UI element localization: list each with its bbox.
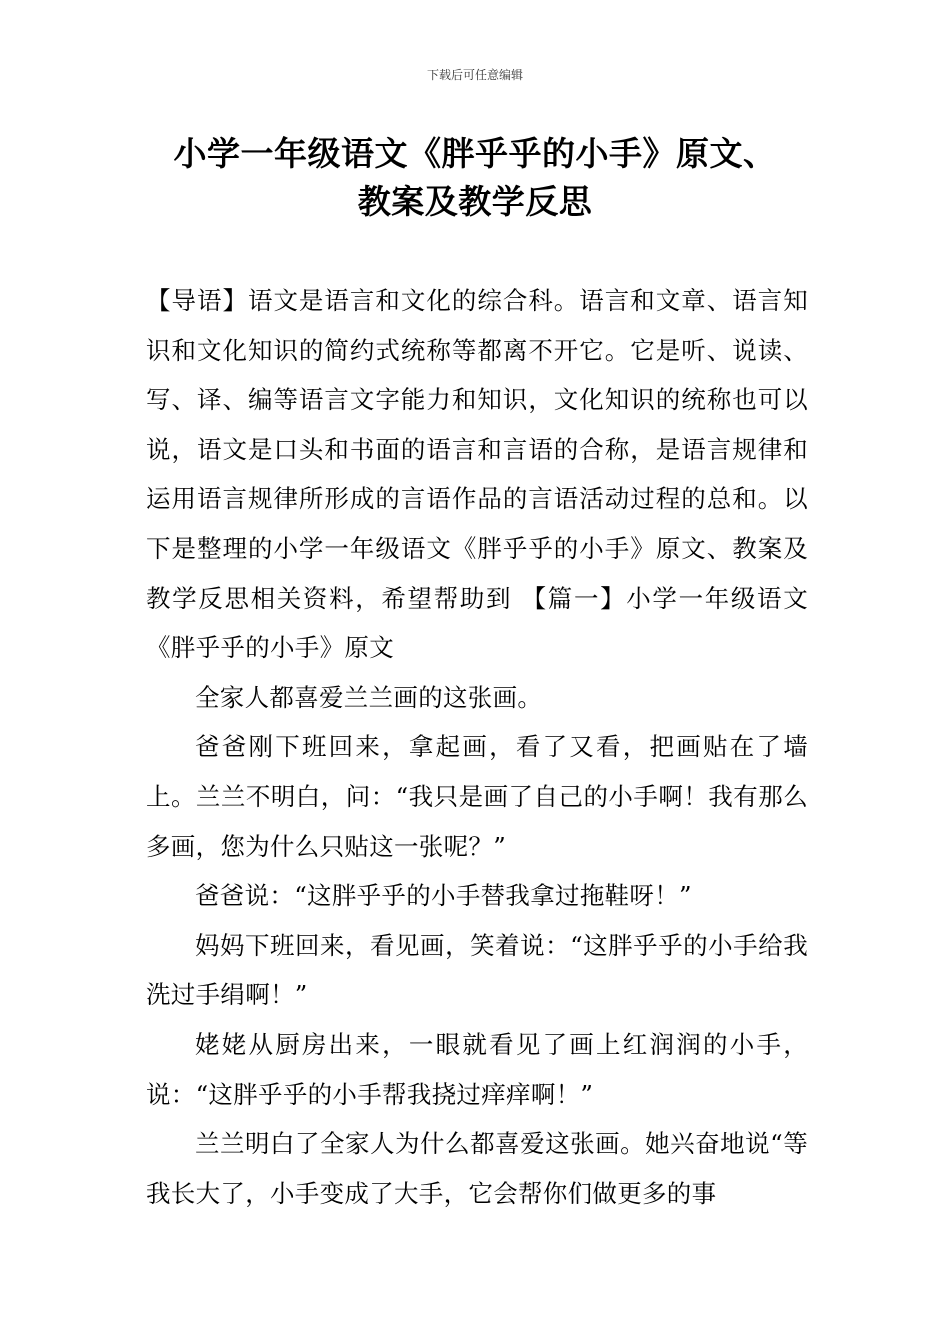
intro-paragraph: 【导语】语文是语言和文化的综合科。语言和文章、语言知识和文化知识的简约式统称等都离不开它。它是听、说读、写、译、编等语言文字能力和知识，文化知识的统称也可以说，语文是口头和书面的语言和言语的合称，是语言规律和运用语言规律所形成的言语作品的言语活动过程的总和。以下是整理的小学一年级语文《胖乎乎的小手》原文、教案及教学反思相关资料，希望帮助到 【篇一】小学一年级语文《胖乎乎的小手》原文 [146, 286, 808, 663]
story-paragraph: 妈妈下班回来，看见画，笑着说：“这胖乎乎的小手给我洗过手绢啊！” [146, 930, 808, 1010]
story-paragraph: 爸爸说：“这胖乎乎的小手替我拿过拖鞋呀！” [195, 881, 692, 911]
page-header-note: 下载后可任意编辑 [426, 68, 523, 82]
title-line-2: 教案及教学反思 [357, 182, 593, 221]
title-line-1: 小学一年级语文《胖乎乎的小手》原文、 [173, 134, 777, 173]
story-paragraph: 姥姥从厨房出来，一眼就看见了画上红润润的小手，说：“这胖乎乎的小手帮我挠过痒痒啊！” [146, 1029, 808, 1109]
story-paragraph: 全家人都喜爱兰兰画的这张画。 [195, 682, 543, 712]
document-title [100, 130, 850, 226]
story-paragraph: 爸爸刚下班回来，拿起画，看了又看，把画贴在了墙上。兰兰不明白，问：“我只是画了自己的小手啊！我有那么多画，您为什么只贴这一张呢？” [146, 732, 808, 861]
document-body [146, 276, 808, 1218]
story-paragraph: 兰兰明白了全家人为什么都喜爱这张画。她兴奋地说“等我长大了，小手变成了大手，它会帮你们做更多的事 [146, 1129, 808, 1208]
